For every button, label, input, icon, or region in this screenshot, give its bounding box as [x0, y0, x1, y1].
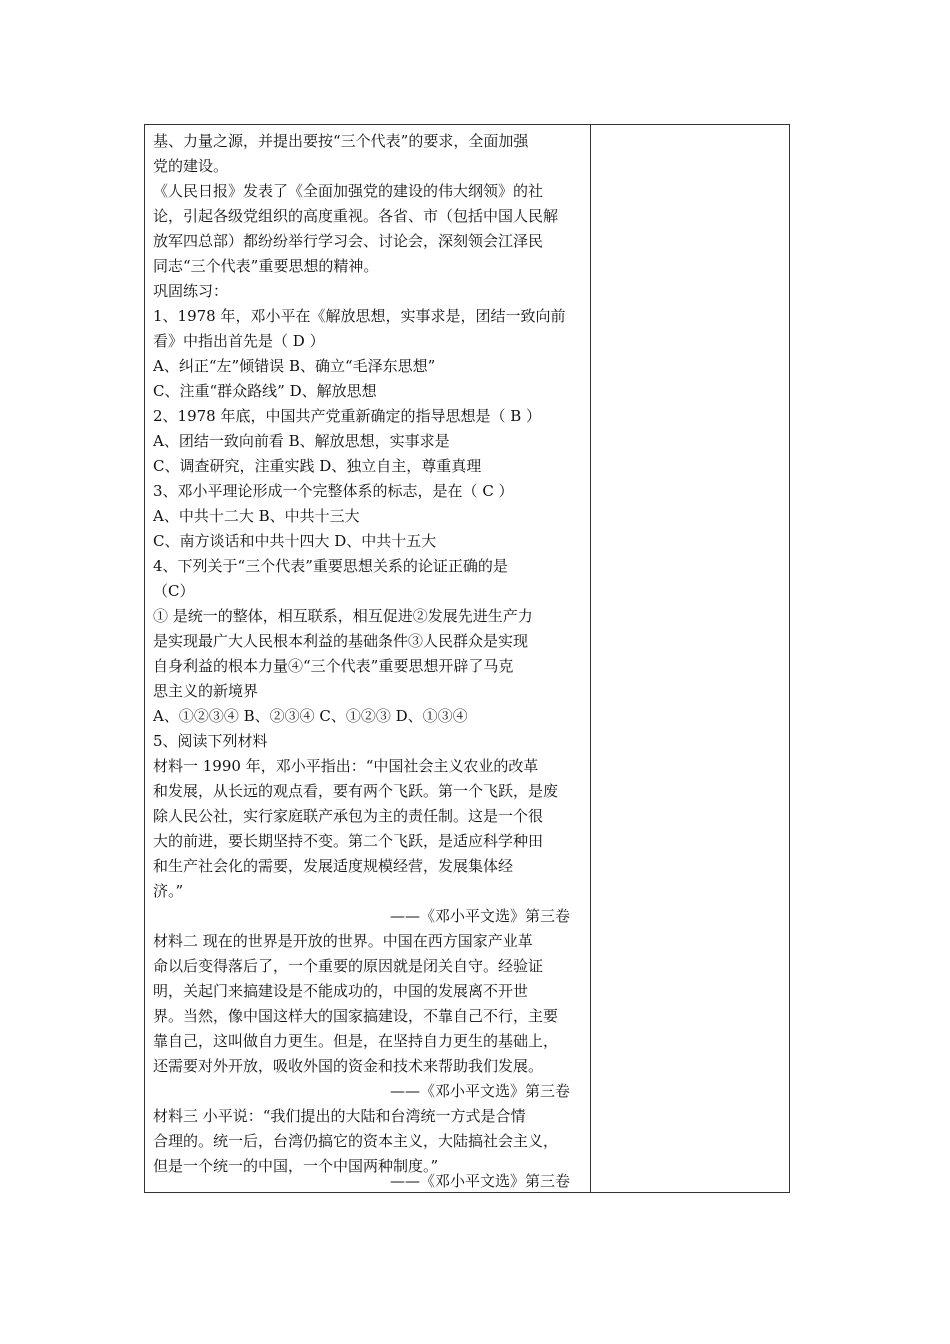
section-heading: 巩固练习：: [153, 282, 229, 300]
material-3: 但是一个统一的中国，一个中国两种制度。”: [153, 1157, 439, 1175]
material-1: 济。”: [153, 882, 184, 900]
text-line: 同志“三个代表”重要思想的精神。: [153, 257, 379, 275]
material-3: 材料三 小平说：“我们提出的大陆和台湾统一方式是合情: [153, 1107, 526, 1125]
material-1: 和生产社会化的需要，发展适度规模经营，发展集体经: [153, 857, 514, 875]
question-2-options: C、调查研究，注重实践 D、独立自主，尊重真理: [153, 457, 482, 475]
question-4: 4、下列关于“三个代表”重要思想关系的论证正确的是: [153, 557, 508, 575]
material-3-source: ——《邓小平文选》第三卷: [389, 1172, 570, 1190]
question-1: 1、1978 年，邓小平在《解放思想，实事求是，团结一致向前: [153, 307, 566, 325]
question-1-options: A、纠正“左”倾错误 B、确立“毛泽东思想”: [153, 357, 436, 375]
question-3-options: A、中共十二大 B、中共十三大: [153, 507, 360, 525]
notes-column: [591, 125, 789, 1192]
material-2: 命以后变得落后了，一个重要的原因就是闭关自守。经验证: [153, 957, 544, 975]
question-4-statements: ① 是统一的整体，相互联系，相互促进②发展先进生产力: [153, 607, 533, 625]
question-3: 3、邓小平理论形成一个完整体系的标志，是在（ C ）: [153, 482, 514, 500]
text-column: [145, 125, 590, 1192]
question-4-answer: （C）: [153, 582, 195, 600]
text-line: 基、力量之源，并提出要按“三个代表”的要求，全面加强: [153, 132, 529, 150]
content-table: [144, 124, 790, 1193]
question-2: 2、1978 年底，中国共产党重新确定的指导思想是（ B ）: [153, 407, 542, 425]
material-1-source: ——《邓小平文选》第三卷: [389, 907, 570, 925]
material-2: 还需要对外开放，吸收外国的资金和技术来帮助我们发展。: [153, 1057, 544, 1075]
material-1: 和发展，从长远的观点看，要有两个飞跃。第一个飞跃，是废: [153, 782, 559, 800]
question-4-statements: 思主义的新境界: [153, 682, 259, 700]
material-2: 靠自己，这叫做自力更生。但是，在坚持自力更生的基础上，: [153, 1032, 559, 1050]
question-5: 5、阅读下列材料: [153, 732, 268, 750]
material-1: 材料一 1990 年，邓小平指出：“中国社会主义农业的改革: [153, 757, 539, 775]
material-2: 材料二 现在的世界是开放的世界。中国在西方国家产业革: [153, 932, 533, 950]
question-1-options: C、注重“群众路线” D、解放思想: [153, 382, 377, 400]
material-1: 大的前进，要长期坚持不变。第二个飞跃，是适应科学种田: [153, 832, 544, 850]
material-1: 除人民公社，实行家庭联产承包为主的责任制。这是一个很: [153, 807, 544, 825]
question-4-options: A、①②③④ B、②③④ C、①②③ D、①③④: [153, 707, 468, 725]
material-2-source: ——《邓小平文选》第三卷: [389, 1082, 570, 1100]
question-2-options: A、团结一致向前看 B、解放思想，实事求是: [153, 432, 450, 450]
text-line: 放军四总部）都纷纷举行学习会、讨论会，深刻领会江泽民: [153, 232, 544, 250]
question-3-options: C、南方谈话和中共十四大 D、中共十五大: [153, 532, 437, 550]
text-line: 党的建设。: [153, 157, 229, 175]
material-2: 明，关起门来搞建设是不能成功的，中国的发展离不开世: [153, 982, 529, 1000]
material-2: 界。当然，像中国这样大的国家搞建设，不靠自己不行，主要: [153, 1007, 559, 1025]
text-line: 《人民日报》发表了《全面加强党的建设的伟大纲领》的社: [153, 182, 544, 200]
question-4-statements: 是实现最广大人民根本利益的基础条件③人民群众是实现: [153, 632, 529, 650]
material-3: 合理的。统一后，台湾仍搞它的资本主义，大陆搞社会主义，: [153, 1132, 559, 1150]
question-1-cont: 看》中指出首先是（ D ）: [153, 332, 325, 350]
text-line: 论，引起各级党组织的高度重视。各省、市（包括中国人民解: [153, 207, 559, 225]
question-4-statements: 自身利益的根本力量④“三个代表”重要思想开辟了马克: [153, 657, 514, 675]
